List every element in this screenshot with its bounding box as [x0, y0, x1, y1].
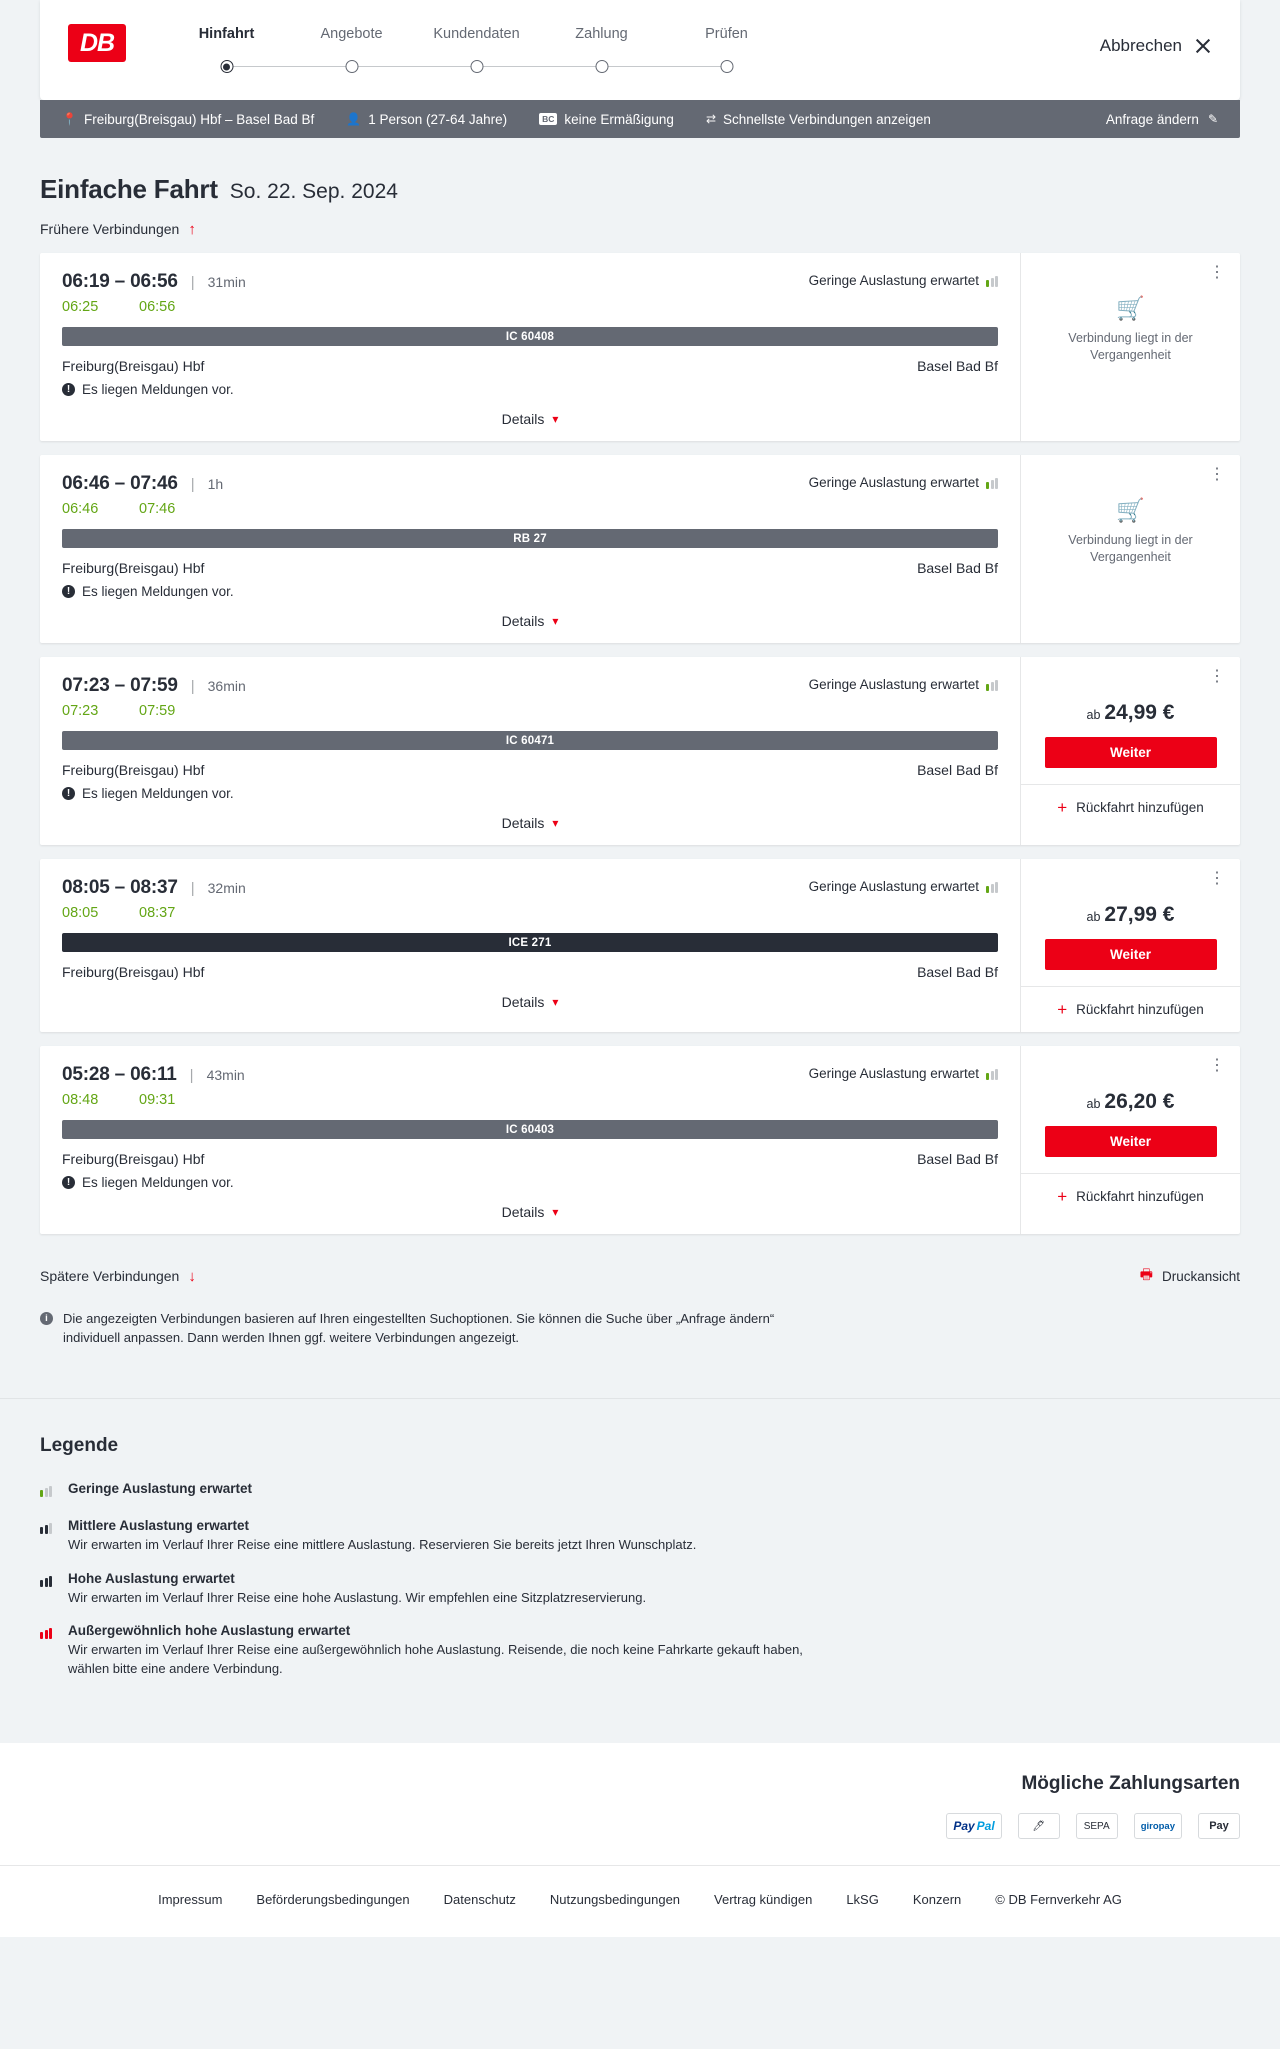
- connection-offer: [1020, 859, 1240, 1032]
- chevron-down-icon: ▾: [552, 1205, 559, 1219]
- legend-text: [68, 1481, 252, 1502]
- results-heading: [40, 174, 1240, 205]
- connection-details: [40, 253, 1020, 441]
- occupancy-label: Geringe Auslastung erwartet: [808, 677, 979, 692]
- footer-link[interactable]: Impressum: [158, 1892, 223, 1908]
- change-query-button[interactable]: [1106, 112, 1218, 127]
- details-toggle-label: Details: [501, 815, 545, 831]
- stepper-dot-row: [664, 55, 789, 81]
- details-toggle-label: Details: [501, 411, 545, 427]
- apple-pay-icon: Pay: [1198, 1813, 1240, 1839]
- connection-offer: [1020, 455, 1240, 643]
- footer-link[interactable]: Datenschutz: [443, 1892, 516, 1908]
- occupancy-indicator: [809, 273, 998, 288]
- price-prefix: ab: [1086, 910, 1101, 924]
- continue-button[interactable]: Weiter: [1045, 737, 1217, 768]
- price-prefix: ab: [1086, 1097, 1101, 1111]
- stepper-step-4[interactable]: [539, 26, 664, 81]
- occupancy-label: Geringe Auslastung erwartet: [808, 475, 979, 490]
- query-options-label: Schnellste Verbindungen anzeigen: [723, 111, 931, 127]
- details-toggle-button[interactable]: [62, 613, 998, 643]
- db-logo: DB: [68, 24, 126, 62]
- connection-duration: 36min: [207, 678, 246, 694]
- connection-details: [40, 455, 1020, 643]
- query-route-label: Freiburg(Breisgau) Hbf – Basel Bad Bf: [83, 111, 315, 127]
- chevron-down-icon: ▾: [552, 816, 559, 830]
- connection-offer: [1020, 1046, 1240, 1234]
- occupancy-bars-icon: [40, 1522, 52, 1534]
- query-passengers: [346, 112, 507, 127]
- details-toggle-button[interactable]: [62, 815, 998, 845]
- cart-crossed-icon: 🛒: [1116, 497, 1145, 523]
- past-connection-note: [1021, 497, 1240, 566]
- destination-station: Basel Bad Bf: [917, 560, 998, 576]
- legend-text: [68, 1518, 696, 1555]
- realtime-departure: 06:25: [62, 299, 99, 315]
- connection-message[interactable]: [62, 584, 998, 599]
- giropay-icon: giropay: [1134, 1813, 1182, 1839]
- warning-icon: !: [62, 383, 75, 396]
- query-options: [706, 112, 931, 127]
- copyright-text: © DB Fernverkehr AG: [995, 1892, 1122, 1908]
- connection-details: [40, 657, 1020, 845]
- time-duration-separator: |: [190, 476, 195, 493]
- more-options-icon[interactable]: ⋮: [1209, 668, 1226, 685]
- origin-station: Freiburg(Breisgau) Hbf: [62, 762, 205, 778]
- realtime-departure: 07:23: [62, 703, 99, 719]
- connection-time-range: 06:19 – 06:56: [62, 271, 178, 292]
- sepa-icon: SEPA: [1076, 1813, 1118, 1839]
- stepper-dot-icon: [220, 60, 233, 73]
- connection-stations: [62, 560, 998, 576]
- add-return-trip-label: Rückfahrt hinzufügen: [1076, 1189, 1204, 1204]
- train-number-bar: RB 27: [62, 529, 998, 548]
- stepper-dot-icon: [720, 60, 733, 73]
- occupancy-label: Geringe Auslastung erwartet: [808, 879, 979, 894]
- connection-realtime-row: [62, 703, 998, 719]
- price-display: [1087, 903, 1175, 927]
- stepper-dot-icon: [345, 60, 358, 73]
- realtime-arrival: 07:46: [139, 501, 176, 517]
- origin-station: Freiburg(Breisgau) Hbf: [62, 560, 205, 576]
- realtime-arrival: 08:37: [139, 905, 176, 921]
- close-icon[interactable]: [1194, 37, 1212, 55]
- occupancy-indicator: [809, 475, 998, 490]
- later-connections-label: Spätere Verbindungen: [40, 1268, 180, 1284]
- more-options-icon[interactable]: ⋮: [1209, 870, 1226, 887]
- app-header: [40, 0, 1240, 100]
- price-value: 24,99 €: [1104, 701, 1175, 724]
- stepper-dot-row: [539, 55, 664, 81]
- price-value: 26,20 €: [1104, 1090, 1175, 1113]
- connection-list: [40, 253, 1240, 1234]
- occupancy-indicator: [809, 1066, 998, 1081]
- connection-message-label: Es liegen Meldungen vor.: [82, 382, 234, 397]
- earlier-connections-label: Frühere Verbindungen: [40, 221, 180, 237]
- connection-card[interactable]: [40, 1046, 1240, 1234]
- price-prefix: ab: [1086, 708, 1101, 722]
- legend-text: [68, 1571, 646, 1608]
- booking-stepper: [164, 26, 789, 81]
- price-display: [1087, 1090, 1175, 1114]
- change-query-label: Anfrage ändern: [1105, 111, 1199, 127]
- details-toggle-button[interactable]: [62, 994, 998, 1024]
- cancel-label: Abbrechen: [1099, 36, 1182, 55]
- stepper-dot-row: [289, 55, 414, 81]
- legend-description: Wir erwarten im Verlauf Ihrer Reise eine hohe Auslastung. Wir empfehlen eine Sitzplatzreservierung.: [68, 1589, 647, 1605]
- page-footer: [0, 1865, 1280, 1937]
- connection-duration: 32min: [207, 880, 246, 896]
- footer-links: [40, 1892, 1240, 1907]
- results-bottom-row: [40, 1248, 1240, 1288]
- payment-icons: [40, 1813, 1240, 1839]
- destination-station: Basel Bad Bf: [917, 358, 998, 374]
- legend-description: Wir erwarten im Verlauf Ihrer Reise eine mittlere Auslastung. Reservieren Sie bereits jetzt Ihren Wunschplatz.: [68, 1536, 697, 1552]
- footer-link[interactable]: Nutzungsbedingungen: [549, 1892, 681, 1908]
- stepper-step-5[interactable]: [664, 26, 789, 81]
- train-number-bar: IC 60471: [62, 731, 998, 750]
- occupancy-bars-icon: [986, 1068, 998, 1080]
- stepper-dot-icon: [595, 60, 608, 73]
- past-connection-text: Verbindung liegt in der Vergangenheit: [1068, 533, 1193, 564]
- realtime-departure: 08:05: [62, 905, 99, 921]
- legend-section: [0, 1398, 1280, 1743]
- connection-message[interactable]: [62, 382, 998, 397]
- bahncard-icon: BC: [539, 113, 557, 125]
- realtime-arrival: 09:31: [139, 1092, 176, 1108]
- legend-heading: Hohe Auslastung erwartet: [68, 1570, 235, 1586]
- stepper-dot-row: [414, 55, 539, 81]
- payment-methods-title: Mögliche Zahlungsarten: [1021, 1773, 1240, 1795]
- add-return-trip-button[interactable]: [1021, 784, 1240, 830]
- stepper-dot-icon: [470, 60, 483, 73]
- warning-icon: !: [62, 585, 75, 598]
- later-connections-button[interactable]: [40, 1268, 196, 1284]
- origin-station: Freiburg(Breisgau) Hbf: [62, 964, 205, 980]
- stepper-dot-row: [164, 55, 289, 81]
- train-number-bar: IC 60403: [62, 1120, 998, 1139]
- connection-card[interactable]: [40, 859, 1240, 1032]
- footer-link[interactable]: Beförderungsbedingungen: [256, 1892, 410, 1908]
- legend-item: [40, 1481, 1240, 1502]
- continue-button[interactable]: Weiter: [1045, 1126, 1217, 1157]
- query-route: [62, 112, 314, 127]
- details-toggle-label: Details: [501, 994, 545, 1010]
- legend-description: Wir erwarten im Verlauf Ihrer Reise eine außergewöhnlich hohe Auslastung. Reisende, die noch keine Fahrkarte gekauft haben, wählen bitte eine andere Verbindung.: [68, 1642, 803, 1677]
- destination-station: Basel Bad Bf: [917, 964, 998, 980]
- connection-card[interactable]: [40, 455, 1240, 643]
- sliders-icon: ⇄: [705, 112, 716, 126]
- legend-occupancy-icon: [40, 1623, 56, 1679]
- travel-date: So. 22. Sep. 2024: [229, 180, 398, 203]
- legend-heading: Außergewöhnlich hohe Auslastung erwartet: [68, 1623, 351, 1639]
- person-icon: 👤: [346, 112, 362, 126]
- connection-message-label: Es liegen Meldungen vor.: [82, 786, 234, 801]
- details-toggle-button[interactable]: [62, 1204, 998, 1234]
- legend-occupancy-icon: [40, 1518, 56, 1555]
- occupancy-indicator: [809, 677, 998, 692]
- paypal-icon: Pay Pal: [946, 1813, 1001, 1839]
- print-view-button[interactable]: [1140, 1264, 1240, 1288]
- connection-realtime-row: [62, 1092, 998, 1108]
- train-number-bar: ICE 271: [62, 933, 998, 952]
- connection-time-range: 06:46 – 07:46: [62, 473, 178, 494]
- connection-duration: 1h: [207, 476, 224, 492]
- occupancy-bars-icon: [40, 1627, 52, 1639]
- pencil-icon[interactable]: ✎: [1207, 112, 1218, 126]
- footer-link[interactable]: Konzern: [912, 1892, 962, 1908]
- stepper-step-label: Kundendaten: [433, 26, 520, 42]
- occupancy-bars-icon: [40, 1575, 52, 1587]
- legend-item: [40, 1571, 1240, 1608]
- query-summary-bar: [40, 100, 1240, 138]
- direct-debit-icon: 🖊: [1018, 1813, 1060, 1839]
- connection-message-label: Es liegen Meldungen vor.: [82, 584, 234, 599]
- connection-message-label: Es liegen Meldungen vor.: [82, 1175, 234, 1190]
- legend-items: [40, 1481, 1240, 1679]
- connection-time-range: 08:05 – 08:37: [62, 877, 178, 898]
- page-title: Einfache Fahrt: [40, 174, 218, 204]
- realtime-departure: 08:48: [62, 1092, 99, 1108]
- details-toggle-button[interactable]: [62, 411, 998, 441]
- occupancy-indicator: [809, 879, 998, 894]
- destination-station: Basel Bad Bf: [917, 1151, 998, 1167]
- past-connection-text: Verbindung liegt in der Vergangenheit: [1068, 331, 1193, 362]
- stepper-step-label: Prüfen: [705, 26, 748, 42]
- realtime-departure: 06:46: [62, 501, 99, 517]
- connection-stations: [62, 358, 998, 374]
- query-discount-label: keine Ermäßigung: [564, 111, 674, 127]
- legend-occupancy-icon: [40, 1481, 56, 1502]
- cart-crossed-icon: 🛒: [1116, 295, 1145, 321]
- legend-text: [68, 1623, 828, 1679]
- legend-title: Legende: [40, 1434, 119, 1456]
- arrow-down-icon: ↓: [188, 1267, 196, 1285]
- stepper-step-2[interactable]: [289, 26, 414, 81]
- cancel-button[interactable]: [1100, 36, 1212, 56]
- price-value: 27,99 €: [1104, 903, 1175, 926]
- details-toggle-label: Details: [501, 1204, 545, 1220]
- footer-link[interactable]: LkSG: [846, 1892, 879, 1908]
- chevron-down-icon: ▾: [552, 995, 559, 1009]
- results-main: [0, 174, 1280, 1398]
- time-duration-separator: |: [190, 880, 195, 897]
- time-duration-separator: |: [190, 678, 195, 695]
- printer-icon: 🖶: [1139, 1266, 1153, 1282]
- price-display: [1087, 701, 1175, 725]
- legend-item: [40, 1623, 1240, 1679]
- query-passengers-label: 1 Person (27-64 Jahre): [368, 111, 508, 127]
- plus-icon: +: [1057, 1000, 1068, 1019]
- occupancy-bars-icon: [986, 679, 998, 691]
- connection-details: [40, 859, 1020, 1032]
- footer-link[interactable]: Vertrag kündigen: [714, 1892, 813, 1908]
- occupancy-bars-icon: [986, 275, 998, 287]
- payment-methods-section: [0, 1743, 1280, 1865]
- origin-station: Freiburg(Breisgau) Hbf: [62, 358, 205, 374]
- connection-time-range: 07:23 – 07:59: [62, 675, 178, 696]
- connection-time-range: 05:28 – 06:11: [62, 1064, 177, 1085]
- query-discount: [539, 112, 674, 127]
- details-toggle-label: Details: [501, 613, 545, 629]
- connection-realtime-row: [62, 905, 998, 921]
- add-return-trip-label: Rückfahrt hinzufügen: [1076, 1002, 1204, 1017]
- legend-heading: Geringe Auslastung erwartet: [68, 1480, 253, 1496]
- connection-stations: [62, 762, 998, 778]
- stepper-step-label: Angebote: [320, 26, 383, 42]
- location-pin-icon: 📍: [62, 112, 77, 126]
- occupancy-bars-icon: [986, 881, 998, 893]
- continue-button[interactable]: Weiter: [1045, 939, 1217, 970]
- connection-details: [40, 1046, 1020, 1234]
- past-connection-note: [1021, 295, 1240, 364]
- connection-duration: 31min: [207, 274, 246, 290]
- time-duration-separator: |: [190, 274, 195, 291]
- connection-offer: [1020, 657, 1240, 845]
- connection-stations: [62, 1151, 998, 1167]
- connection-offer: [1020, 253, 1240, 441]
- stepper-step-1[interactable]: [164, 26, 289, 81]
- occupancy-label: Geringe Auslastung erwartet: [808, 273, 979, 288]
- warning-icon: !: [62, 1176, 75, 1189]
- more-options-icon[interactable]: ⋮: [1209, 264, 1226, 281]
- print-view-label: Druckansicht: [1161, 1268, 1240, 1284]
- connection-message[interactable]: [62, 1175, 998, 1190]
- destination-station: Basel Bad Bf: [917, 762, 998, 778]
- realtime-arrival: 06:56: [139, 299, 176, 315]
- connection-realtime-row: [62, 299, 998, 315]
- legend-item: [40, 1518, 1240, 1555]
- legend-occupancy-icon: [40, 1571, 56, 1608]
- origin-station: Freiburg(Breisgau) Hbf: [62, 1151, 205, 1167]
- plus-icon: +: [1057, 798, 1068, 817]
- warning-icon: !: [62, 787, 75, 800]
- arrow-up-icon: ↑: [188, 220, 196, 238]
- add-return-trip-button[interactable]: [1021, 1173, 1240, 1219]
- occupancy-bars-icon: [986, 477, 998, 489]
- connection-message[interactable]: [62, 786, 998, 801]
- connection-duration: 43min: [206, 1067, 245, 1083]
- search-info-text: Die angezeigten Verbindungen basieren auf Ihren eingestellten Suchoptionen. Sie können die Suche über „Anfrage ändern“ individuell anpassen. Dann werden Ihnen ggf. weitere Verbindungen angezeigt.: [63, 1311, 775, 1345]
- train-number-bar: IC 60408: [62, 327, 998, 346]
- connection-card[interactable]: [40, 253, 1240, 441]
- stepper-step-label: Hinfahrt: [198, 26, 255, 42]
- earlier-connections-button[interactable]: [40, 221, 1240, 237]
- stepper-step-3[interactable]: [414, 26, 539, 81]
- time-duration-separator: |: [189, 1067, 194, 1084]
- occupancy-bars-icon: [40, 1485, 52, 1497]
- info-icon: i: [40, 1312, 53, 1325]
- chevron-down-icon: ▾: [552, 614, 559, 628]
- occupancy-label: Geringe Auslastung erwartet: [808, 1066, 979, 1081]
- add-return-trip-button[interactable]: [1021, 986, 1240, 1032]
- plus-icon: +: [1057, 1187, 1068, 1206]
- more-options-icon[interactable]: ⋮: [1209, 1057, 1226, 1074]
- search-info-note: [40, 1310, 810, 1398]
- chevron-down-icon: ▾: [552, 412, 559, 426]
- connection-card[interactable]: [40, 657, 1240, 845]
- add-return-trip-label: Rückfahrt hinzufügen: [1076, 800, 1204, 815]
- legend-heading: Mittlere Auslastung erwartet: [68, 1517, 250, 1533]
- connection-stations: [62, 964, 998, 980]
- connection-realtime-row: [62, 501, 998, 517]
- more-options-icon[interactable]: ⋮: [1209, 466, 1226, 483]
- stepper-step-label: Zahlung: [575, 26, 628, 42]
- realtime-arrival: 07:59: [139, 703, 176, 719]
